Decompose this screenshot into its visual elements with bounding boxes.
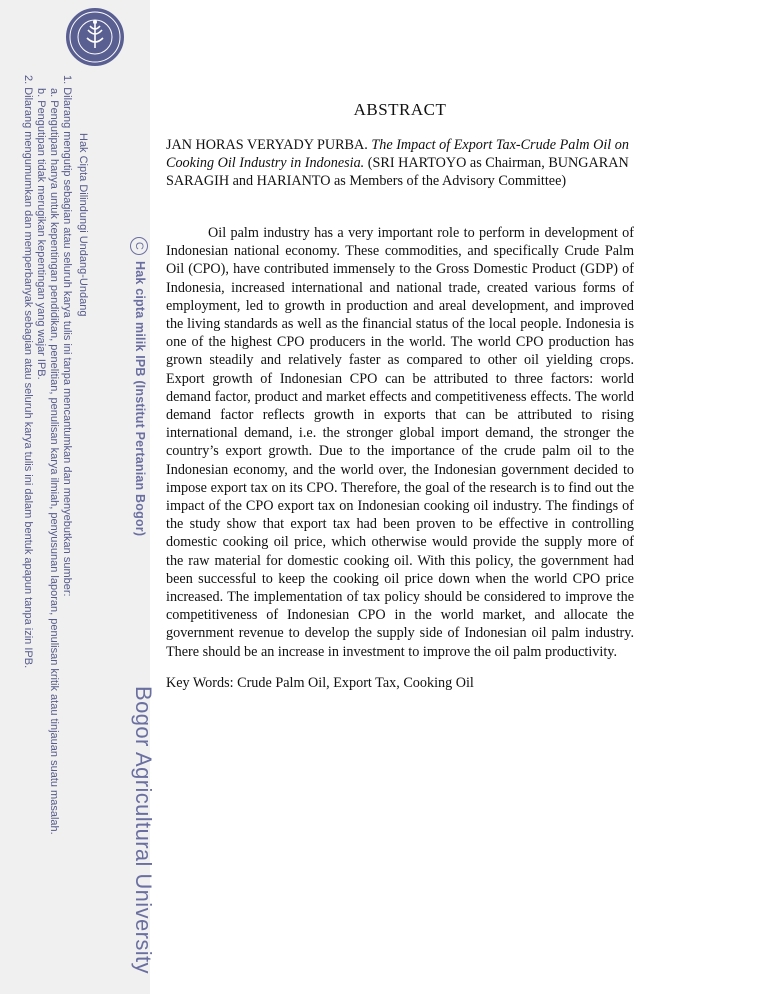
sidebar-watermark	[0, 0, 156, 994]
law-item-1: 1. Dilarang mengutip sebagian atau seluruh karya tulis ini tanpa mencantumkan dan menyebutkan sumber:	[61, 75, 73, 597]
law-item-2: 2. Dilarang mengumumkan dan memperbanyak sebagian atau seluruh karya tulis ini dalam bentuk apapun tanpa izin IPB.	[22, 75, 34, 669]
ipb-seal-icon	[66, 8, 124, 66]
page-title: ABSTRACT	[353, 100, 447, 119]
abstract-body: Oil palm industry has a very important role to perform in development of Indonesian national economy. These commodities, and specifically Crude Palm Oil (CPO), have contributed immensely to the Gross Domestic Product (GDP) of Indonesia, increased international and national trade, created various forms of employment, led to growth in production and areal development, and improved the living standards as well as the financial status of the local people. Indonesia is one of the highest CPO producers in the world. The world CPO production has grown steadily and relatively faster as compared to other oil yielding crops. Export growth of Indonesian CPO can be attributed to three factors: world demand factor, product and market effects and competitiveness effects. The world demand factor reflects growth in exports that can be attributed to rising international demand, i.e. the stronger global import demand, the stronger the country’s export growth. Due to the importance of the crude palm oil to the Indonesian economy, and the world over, the Indonesian government decided to impose export tax on its CPO. Therefore, the goal of the research is to find out the impact of the CPO export tax on Indonesian cooking oil industry. The findings of the study show that export tax had been proven to be effective in controlling domestic cooking oil price, which otherwise would provide the supply more of the raw material for domestic cooking oil. With this policy, the government had been successful to keep the cooking oil price down when the world CPO price increased. The implementation of tax policy should be considered to improve the competitiveness of Indonesian CPO in the world market, and allocate the government revenue to develop the supply side of Indonesian oil palm industry. There should be an increase in investment to improve the oil palm productivity.	[166, 225, 634, 660]
copyright-text: Hak cipta milik IPB (Institut Pertanian Bogor)	[133, 261, 147, 537]
citation	[166, 136, 634, 190]
law-title: Hak Cipta Dilindungi Undang-Undang	[77, 133, 89, 317]
author-name: JAN HORAS VERYADY PURBA.	[166, 137, 368, 153]
keywords: Key Words: Crude Palm Oil, Export Tax, Cooking Oil	[166, 674, 474, 691]
law-item-1a: a. Pengutipan hanya untuk kepentingan pendidikan, penelitian, penulisan karya ilmiah, penyusunan laporan, penulisan kritik atau tinjauan suatu masalah.	[48, 88, 60, 835]
law-item-1b: b. Pengutipan tidak merugikan kepentingan yang wajar IPB.	[35, 88, 47, 380]
copyright-notice	[130, 237, 148, 536]
thesis-title: The Impact of Export Tax-Crude Palm Oil on Cooking Oil Industry in Indonesia.	[166, 137, 629, 171]
abstract-page	[166, 100, 634, 692]
committee: (SRI HARTOYO as Chairman, BUNGARAN SARAGIH and HARIANTO as Members of the Advisory Committee)	[166, 155, 629, 189]
copyright-icon: C	[130, 237, 148, 255]
university-watermark: Bogor Agricultural University	[131, 686, 156, 974]
